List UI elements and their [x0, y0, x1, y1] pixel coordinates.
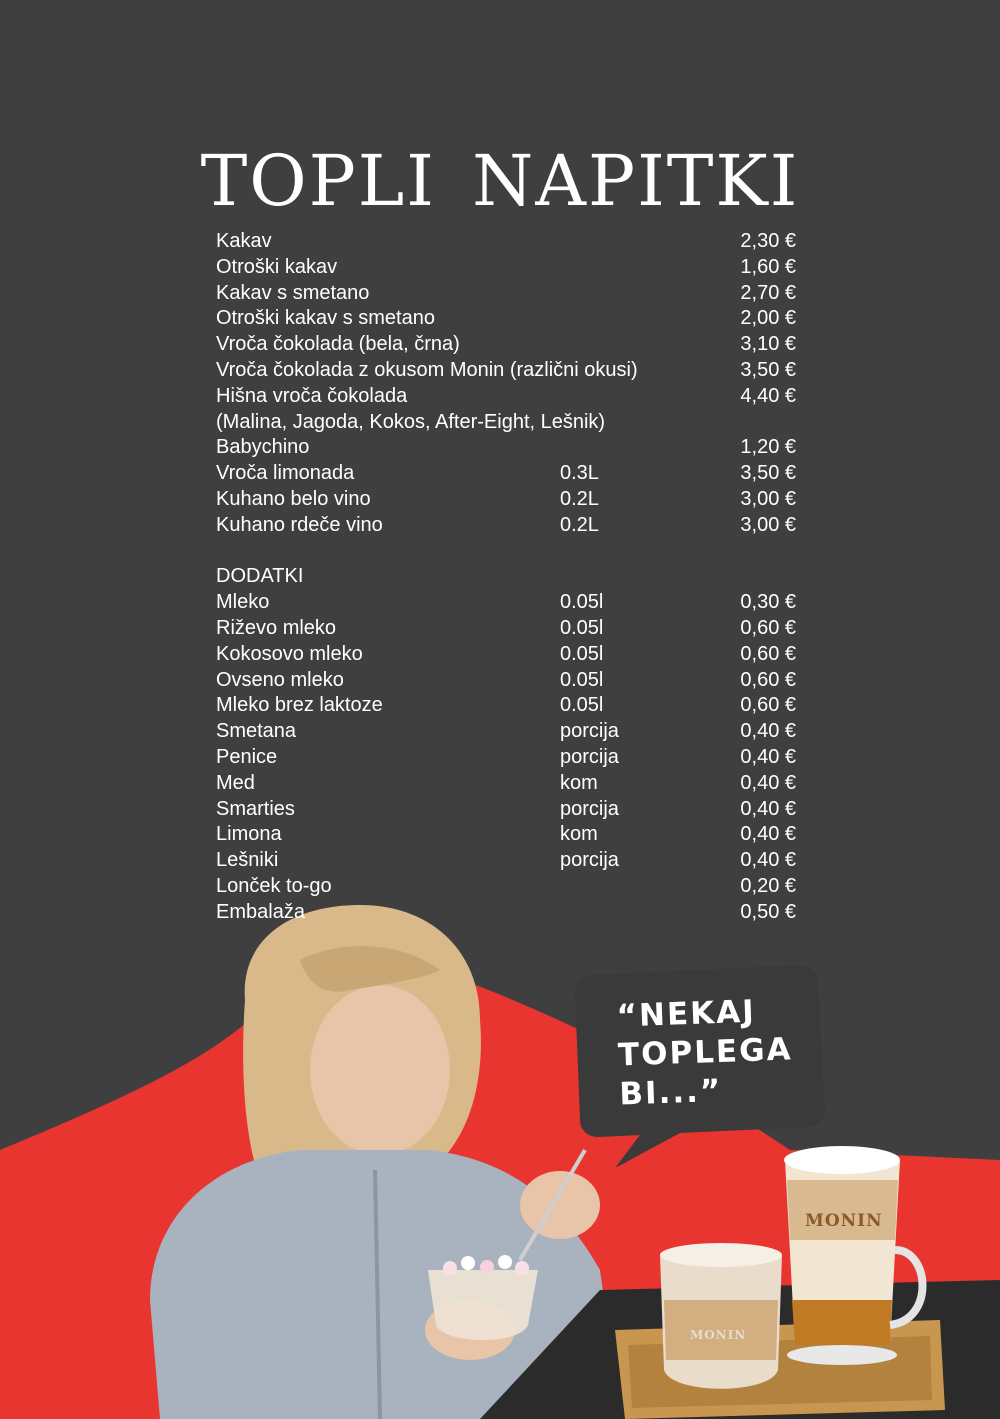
item-name: Lonček to-go — [216, 874, 332, 897]
item-price: 0,50 € — [740, 900, 796, 923]
item-quantity: kom — [560, 823, 598, 846]
item-price: 4,40 € — [740, 384, 796, 407]
menu-item-row — [216, 281, 796, 307]
item-price: 2,30 € — [740, 230, 796, 252]
extras-list — [216, 590, 796, 925]
item-price: 0,60 € — [740, 668, 796, 691]
extras-heading-row — [216, 564, 796, 590]
menu-item-row — [216, 797, 796, 823]
menu-item-row — [216, 642, 796, 668]
item-name: Kuhano belo vino — [216, 487, 371, 510]
item-price: 0,40 € — [740, 849, 796, 872]
extras-heading: DODATKI — [216, 565, 304, 588]
item-price: 0,20 € — [740, 874, 796, 897]
menu-item-row — [216, 848, 796, 874]
item-name: Limona — [216, 823, 282, 846]
item-quantity: 0.05l — [560, 694, 604, 717]
item-name: Kokosovo mleko — [216, 642, 363, 665]
item-name: Otroški kakav s smetano — [216, 307, 435, 330]
item-name: Hišna vroča čokolada — [216, 384, 408, 407]
item-name: Kuhano rdeče vino — [216, 513, 383, 536]
item-price: 3,10 € — [740, 333, 796, 356]
item-price: 0,40 € — [740, 797, 796, 820]
drinks-list — [216, 229, 796, 539]
item-price: 1,60 € — [740, 255, 796, 278]
menu-item-row — [216, 693, 796, 719]
menu-item-row — [216, 487, 796, 513]
item-name: Vroča limonada — [216, 462, 355, 485]
menu-item-row — [216, 900, 796, 926]
item-name: Embalaža — [216, 900, 305, 923]
item-price: 0,40 € — [740, 823, 796, 846]
menu-item-row — [216, 306, 796, 332]
item-quantity: 0.05l — [560, 642, 604, 665]
menu-item-row — [216, 719, 796, 745]
brand-logo-tall-glass: MONIN — [805, 1211, 883, 1231]
menu-item-row — [216, 461, 796, 487]
item-name: Smetana — [216, 720, 297, 743]
item-price: 0,30 € — [740, 591, 796, 614]
item-quantity: 0.05l — [560, 668, 604, 691]
item-name: Mleko — [216, 591, 270, 614]
menu-item-row — [216, 332, 796, 358]
short-glass — [660, 1243, 782, 1389]
item-quantity: kom — [560, 771, 598, 794]
menu-item-row — [216, 229, 796, 255]
item-price: 0,40 € — [740, 771, 796, 794]
menu-item-row — [216, 435, 796, 461]
menu-item-row — [216, 358, 796, 384]
item-name: Mleko brez laktoze — [216, 694, 383, 717]
item-price: 1,20 € — [740, 436, 796, 459]
section-spacer — [216, 539, 796, 565]
item-name: Penice — [216, 745, 278, 768]
item-quantity: porcija — [560, 849, 619, 872]
brand-logo-short-glass: MONIN — [690, 1328, 747, 1342]
item-price: 3,00 € — [740, 487, 796, 510]
menu-item-row — [216, 384, 796, 410]
item-name: Vroča čokolada z okusom Monin (različni okusi) — [216, 358, 638, 381]
speech-bubble-text: “NEKAJ TOPLEGA BI...” — [616, 993, 794, 1113]
menu-item-row — [216, 745, 796, 771]
item-price: 0,60 € — [740, 694, 796, 717]
price-list — [216, 229, 796, 926]
item-quantity: porcija — [560, 720, 619, 743]
menu-item-row — [216, 668, 796, 694]
menu-item-row — [216, 616, 796, 642]
menu-item-row — [216, 513, 796, 539]
item-price: 3,00 € — [740, 513, 796, 536]
menu-item-row — [216, 255, 796, 281]
item-price: 3,50 € — [740, 358, 796, 381]
page-title: TOPLI NAPITKI — [200, 140, 800, 222]
item-name: Kakav — [216, 230, 272, 252]
menu-item-row — [216, 874, 796, 900]
item-quantity: 0.2L — [560, 513, 599, 536]
item-quantity: porcija — [560, 797, 619, 820]
item-price: 0,60 € — [740, 616, 796, 639]
item-quantity: 0.05l — [560, 591, 604, 614]
item-name: Ovseno mleko — [216, 668, 344, 691]
menu-item-row — [216, 410, 796, 436]
item-price: 0,60 € — [740, 642, 796, 665]
item-name: Smarties — [216, 797, 295, 820]
item-quantity: porcija — [560, 745, 619, 768]
item-quantity: 0.3L — [560, 462, 599, 485]
menu-item-row — [216, 771, 796, 797]
item-name: Vroča čokolada (bela, črna) — [216, 333, 460, 356]
menu-item-row — [216, 590, 796, 616]
item-quantity: 0.2L — [560, 487, 599, 510]
item-price: 2,00 € — [740, 307, 796, 330]
item-name: Babychino — [216, 436, 310, 459]
item-name: Med — [216, 771, 255, 794]
item-price: 0,40 € — [740, 720, 796, 743]
menu-item-row — [216, 822, 796, 848]
item-quantity: 0.05l — [560, 616, 604, 639]
item-name: Otroški kakav — [216, 255, 338, 278]
item-name: Riževo mleko — [216, 616, 337, 639]
item-name: (Malina, Jagoda, Kokos, After-Eight, Lešnik) — [216, 410, 606, 433]
item-price: 3,50 € — [740, 462, 796, 485]
item-name: Kakav s smetano — [216, 281, 370, 304]
item-price: 0,40 € — [740, 745, 796, 768]
item-price: 2,70 € — [740, 281, 796, 304]
item-name: Lešniki — [216, 849, 279, 872]
